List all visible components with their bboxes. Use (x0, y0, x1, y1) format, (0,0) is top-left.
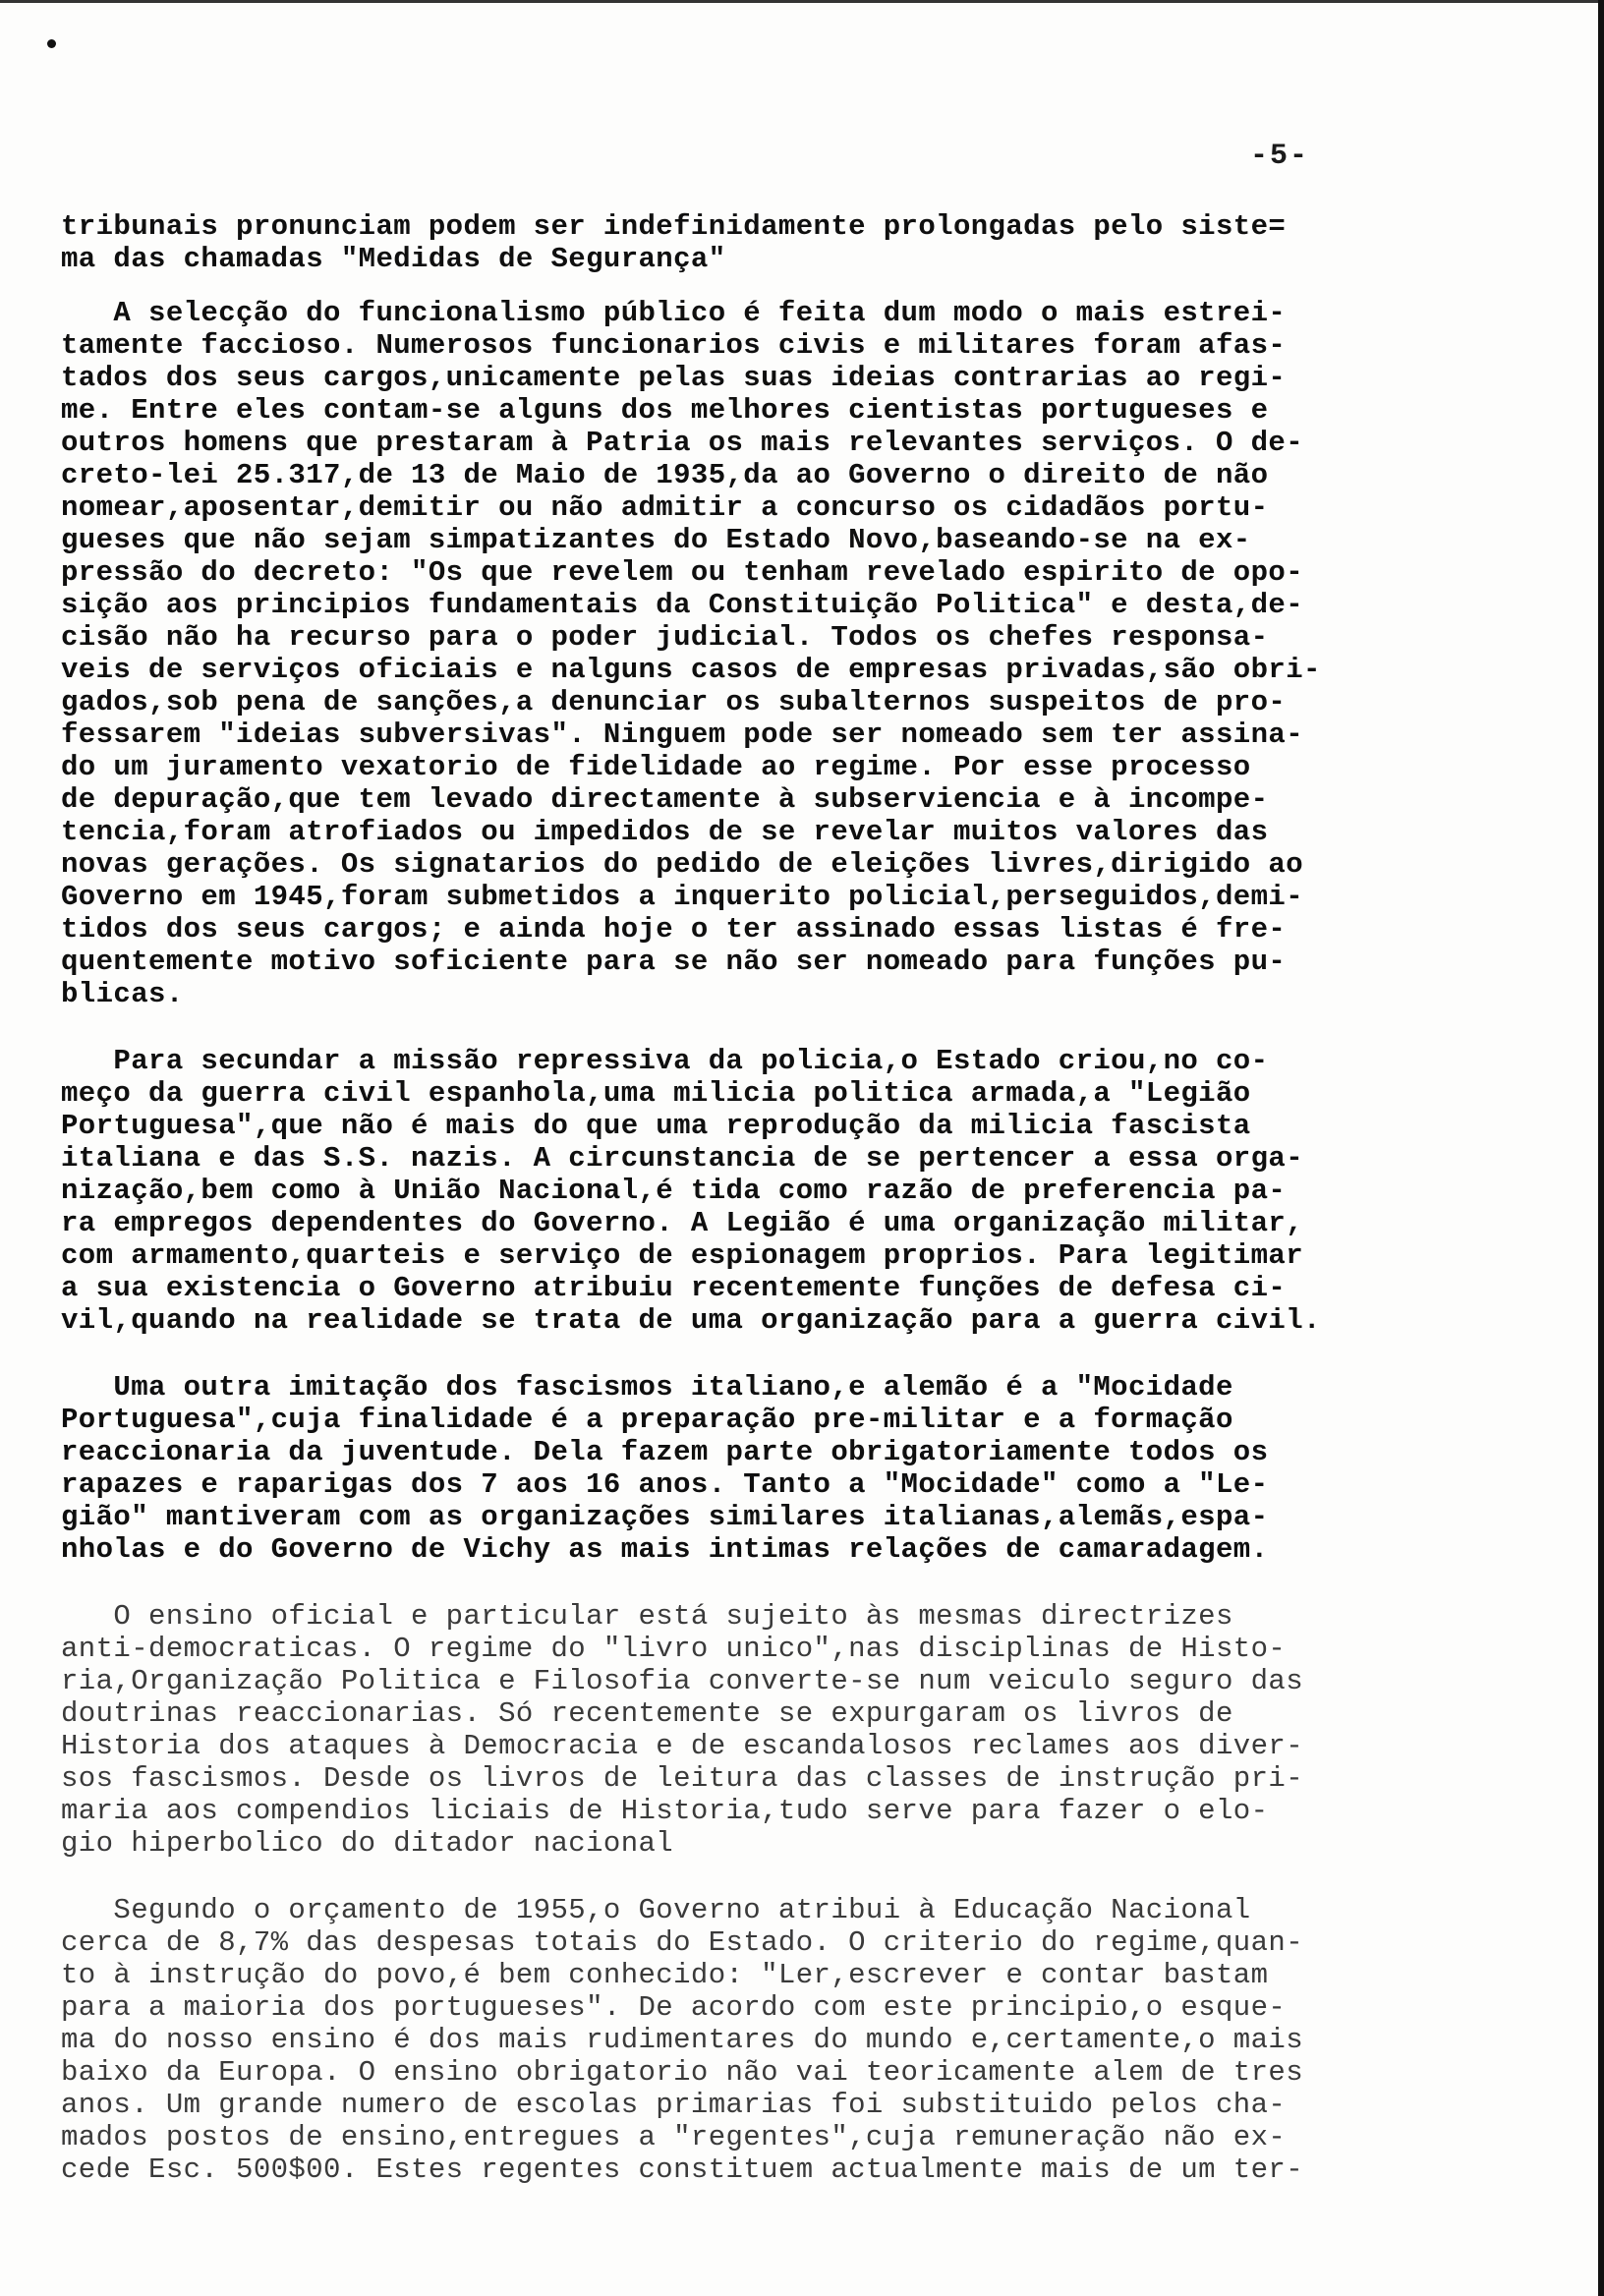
text-line: vil,quando na realidade se trata de uma organização para a guerra civil. (61, 1304, 1321, 1337)
scan-top-edge (0, 0, 1604, 3)
text-line: gio hiperbolico do ditador nacional (61, 1827, 674, 1860)
text-line: fessarem "ideias subversivas". Ninguem pode ser nomeado sem ter assina- (61, 718, 1304, 751)
text-line: gados,sob pena de sanções,a denunciar os subalternos suspeitos de pro- (61, 686, 1287, 718)
text-line: veis de serviços oficiais e nalguns casos de empresas privadas,são obri- (61, 654, 1321, 686)
text-line: ra empregos dependentes do Governo. A Legião é uma organização militar, (61, 1207, 1304, 1239)
text-line: pressão do decreto: "Os que revelem ou tenham revelado espirito de opo- (61, 556, 1304, 589)
paragraph-p4 (61, 1600, 1496, 1860)
paragraph-p5 (61, 1894, 1496, 2186)
text-line: nomear,aposentar,demitir ou não admitir a concurso os cidadãos portu- (61, 491, 1269, 524)
text-line: tencia,foram atrofiados ou impedidos de se revelar muitos valores das (61, 816, 1269, 848)
text-line: a sua existencia o Governo atribuiu recentemente funções de defesa ci- (61, 1272, 1287, 1304)
text-line: quentemente motivo soficiente para se não ser nomeado para funções pu- (61, 946, 1287, 978)
text-line: blicas. (61, 978, 184, 1010)
paragraph-p3 (61, 1371, 1496, 1566)
text-line: novas gerações. Os signatarios do pedido de eleições livres,dirigido ao (61, 848, 1304, 881)
text-line: Uma outra imitação dos fascismos italiano,e alemão é a "Mocidade (61, 1371, 1233, 1404)
text-line: Historia dos ataques à Democracia e de escandalosos reclames aos diver- (61, 1730, 1304, 1762)
text-line: Para secundar a missão repressiva da policia,o Estado criou,no co- (61, 1045, 1269, 1077)
text-line: outros homens que prestaram à Patria os mais relevantes serviços. O de- (61, 427, 1304, 459)
text-line: de depuração,que tem levado directamente à subserviencia e à incompe- (61, 783, 1269, 816)
text-line: do um juramento vexatorio de fidelidade ao regime. Por esse processo (61, 751, 1251, 783)
text-line: Portuguesa",que não é mais do que uma reprodução da milicia fascista (61, 1110, 1251, 1142)
scan-dot-mark (47, 39, 56, 48)
text-line: doutrinas reaccionarias. Só recentemente se expurgaram os livros de (61, 1697, 1233, 1730)
text-line: cisão não ha recurso para o poder judicial. Todos os chefes responsa- (61, 621, 1269, 654)
scan-right-edge (1598, 0, 1604, 2296)
text-line: tribunais pronunciam podem ser indefinidamente prolongadas pelo siste= (61, 210, 1287, 243)
text-line: cerca de 8,7% das despesas totais do Estado. O criterio do regime,quan- (61, 1926, 1304, 1959)
paragraph-p0 (61, 210, 1496, 275)
text-line: A selecção do funcionalismo público é feita dum modo o mais estrei- (61, 297, 1287, 329)
text-line: tidos dos seus cargos; e ainda hoje o ter assinado essas listas é fre- (61, 913, 1287, 946)
text-line: Segundo o orçamento de 1955,o Governo atribui à Educação Nacional (61, 1894, 1251, 1926)
text-line: sos fascismos. Desde os livros de leitura das classes de instrução pri- (61, 1762, 1304, 1795)
text-line: rapazes e raparigas dos 7 aos 16 anos. Tanto a "Mocidade" como a "Le- (61, 1468, 1269, 1501)
text-line: reaccionaria da juventude. Dela fazem parte obrigatoriamente todos os (61, 1436, 1269, 1468)
paragraph-p1 (61, 297, 1496, 1010)
text-line: gião" mantiveram com as organizações similares italianas,alemãs,espa- (61, 1501, 1269, 1533)
text-line: sição aos principios fundamentais da Constituição Politica" e desta,de- (61, 589, 1304, 621)
text-line: para a maioria dos portugueses". De acordo com este principio,o esque- (61, 1991, 1287, 2024)
text-line: anos. Um grande numero de escolas primarias foi substituido pelos cha- (61, 2089, 1287, 2121)
text-line: cede Esc. 500$00. Estes regentes constituem actualmente mais de um ter- (61, 2153, 1304, 2186)
text-line: me. Entre eles contam-se alguns dos melhores cientistas portugueses e (61, 394, 1269, 427)
text-line: nholas e do Governo de Vichy as mais intimas relações de camaradagem. (61, 1533, 1269, 1566)
text-line: baixo da Europa. O ensino obrigatorio não vai teoricamente alem de tres (61, 2056, 1304, 2089)
text-line: mados postos de ensino,entregues a "regentes",cuja remuneração não ex- (61, 2121, 1287, 2153)
text-line: anti-democraticas. O regime do "livro unico",nas disciplinas de Histo- (61, 1633, 1287, 1665)
paragraph-p2 (61, 1045, 1496, 1337)
text-line: italiana e das S.S. nazis. A circunstancia de se pertencer a essa orga- (61, 1142, 1304, 1175)
text-line: ma do nosso ensino é dos mais rudimentares do mundo e,certamente,o mais (61, 2024, 1304, 2056)
text-line: Governo em 1945,foram submetidos a inquerito policial,perseguidos,demi- (61, 881, 1304, 913)
text-line: ria,Organização Politica e Filosofia converte-se num veiculo seguro das (61, 1665, 1304, 1697)
text-line: com armamento,quarteis e serviço de espionagem proprios. Para legitimar (61, 1239, 1304, 1272)
text-line: O ensino oficial e particular está sujeito às mesmas directrizes (61, 1600, 1233, 1633)
text-line: tamente faccioso. Numerosos funcionarios civis e militares foram afas- (61, 329, 1287, 362)
document-body (61, 210, 1496, 2220)
text-line: nização,bem como à União Nacional,é tida como razão de preferencia pa- (61, 1175, 1287, 1207)
page-number: -5- (1250, 140, 1310, 173)
text-line: maria aos compendios liciais de Historia,tudo serve para fazer o elo- (61, 1795, 1269, 1827)
text-line: Portuguesa",cuja finalidade é a preparação pre-militar e a formação (61, 1404, 1233, 1436)
text-line: meço da guerra civil espanhola,uma milicia politica armada,a "Legião (61, 1077, 1251, 1110)
text-line: gueses que não sejam simpatizantes do Estado Novo,baseando-se na ex- (61, 524, 1251, 556)
text-line: to à instrução do povo,é bem conhecido: "Ler,escrever e contar bastam (61, 1959, 1269, 1991)
text-line: tados dos seus cargos,unicamente pelas suas ideias contrarias ao regi- (61, 362, 1287, 394)
text-line: ma das chamadas "Medidas de Segurança" (61, 243, 726, 275)
text-line: creto-lei 25.317,de 13 de Maio de 1935,da ao Governo o direito de não (61, 459, 1269, 491)
